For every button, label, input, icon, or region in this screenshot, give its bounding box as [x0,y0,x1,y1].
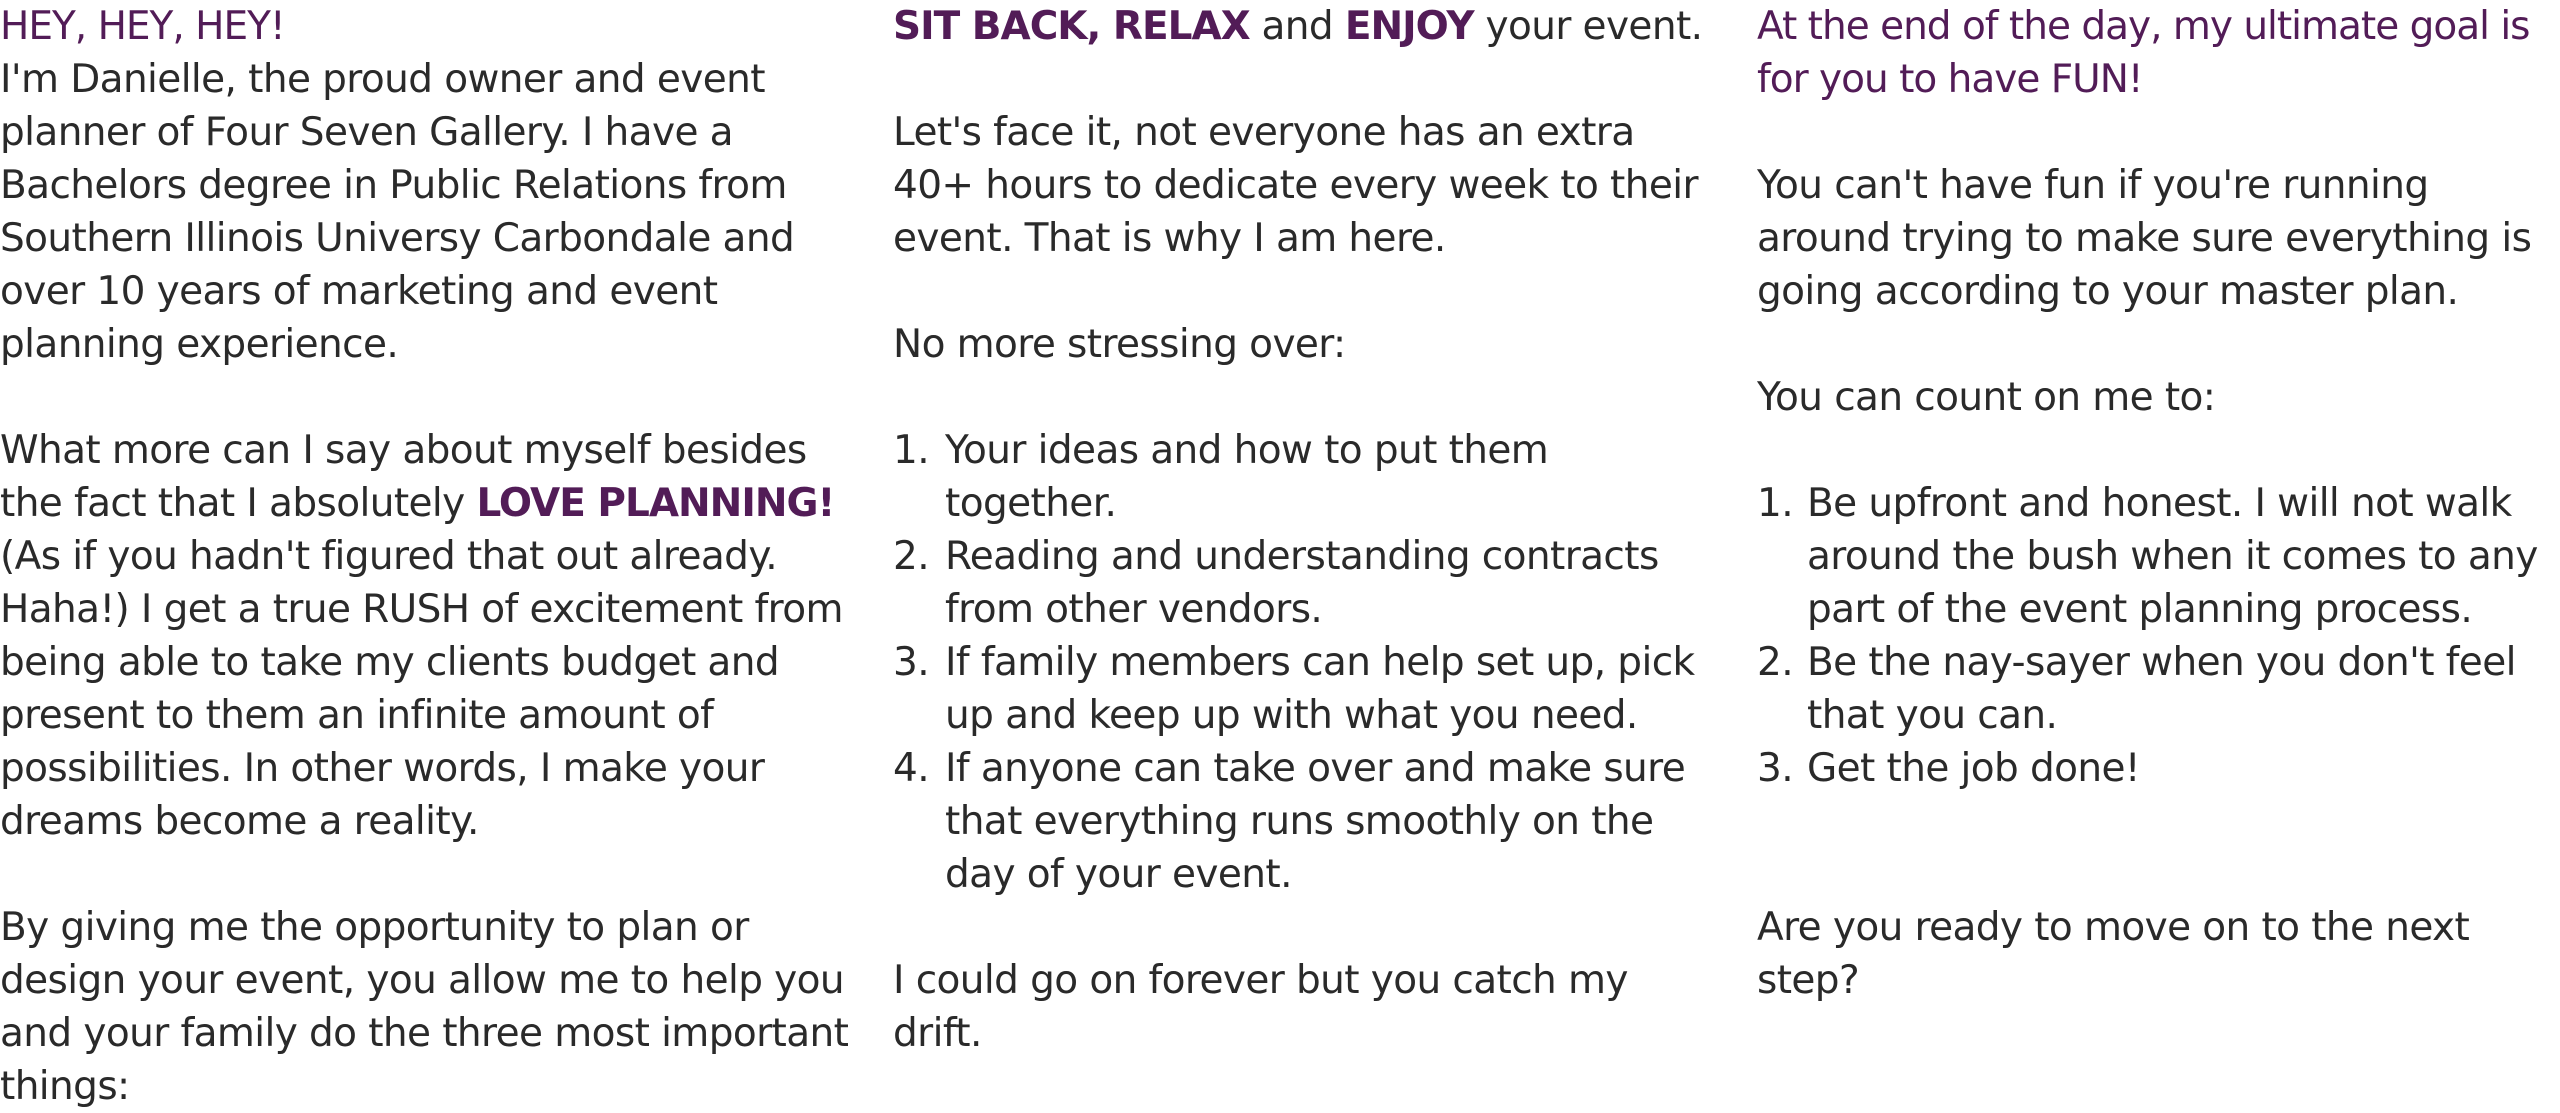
list-item [1757,742,2557,795]
count-on-me-intro: You can count on me to: [1757,375,2216,420]
spacer [1757,848,2557,901]
love-planning-highlight: LOVE PLANNING! [476,481,835,526]
about-column [0,0,850,1113]
list-item [893,636,1723,742]
relax-intro-paragraph: Let's face it, not everyone has an extra 40+ hours to dedicate every week to their event. That is why I am here. [893,110,1698,261]
stress-list [893,424,1723,901]
spacer [893,371,1723,424]
fun-column [1757,0,2557,1007]
list-item-text: Get the job done! [1807,746,2140,791]
list-number: 3. [1757,746,1794,791]
spacer [893,265,1723,318]
passion-text-start: What more can I say about myself besides the fact that I absolutely [0,428,807,526]
fun-heading: At the end of the day, my ultimate goal is for you to have FUN! [1757,4,2530,102]
heading-and-text: and [1249,4,1345,49]
spacer [1757,795,2557,848]
list-item-text: If family members can help set up, pick up and keep up with what you need. [945,640,1695,738]
list-item [893,742,1723,901]
list-item [893,530,1723,636]
enjoy-text: ENJOY [1344,4,1474,49]
list-number: 4. [893,746,930,791]
passion-text-end: (As if you hadn't figured that out already. Haha!) I get a true RUSH of excitement from being able to take my clients budget and present to them an infinite amount of possibilities. In other words, I make your dreams become a reality. [0,534,843,844]
heading-your-event-text: your event. [1473,4,1703,49]
list-item [1757,636,2557,742]
spacer [893,901,1723,954]
relax-column [893,0,1723,1060]
list-number: 1. [893,428,930,473]
about-passion-paragraph [0,424,850,848]
list-item-text: If anyone can take over and make sure that everything runs smoothly on the day of your event. [945,746,1686,897]
spacer [0,371,850,424]
sit-back-relax-text: SIT BACK, RELAX [893,4,1250,49]
list-number: 1. [1757,481,1794,526]
about-heading: HEY, HEY, HEY! [0,4,285,49]
list-item [893,424,1723,530]
relax-closing: I could go on forever but you catch my drift. [893,958,1628,1056]
spacer [1757,424,2557,477]
about-intro-paragraph: I'm Danielle, the proud owner and event planner of Four Seven Gallery. I have a Bachelors degree in Public Relations from Southern Illinois Universy Carbondale and over 10 years of marketing and event planning experience. [0,57,795,367]
list-number: 2. [893,534,930,579]
spacer [0,848,850,901]
spacer [893,53,1723,106]
list-item [1757,477,2557,636]
list-number: 2. [1757,640,1794,685]
fun-intro-paragraph: You can't have fun if you're running around trying to make sure everything is going according to your master plan. [1757,163,2532,314]
promise-list [1757,477,2557,795]
spacer [1757,106,2557,159]
relax-heading [893,0,1723,53]
list-item-text: Be the nay-sayer when you don't feel that you can. [1807,640,2516,738]
list-number: 3. [893,640,930,685]
list-item-text: Your ideas and how to put them together. [945,428,1549,526]
spacer [1757,318,2557,371]
list-item-text: Be upfront and honest. I will not walk around the bush when it comes to any part of the event planning process. [1807,481,2538,632]
next-step-question: Are you ready to move on to the next step? [1757,905,2470,1003]
about-opportunity-paragraph: By giving me the opportunity to plan or design your event, you allow me to help you and your family do the three most important things: [0,905,849,1109]
stress-list-intro: No more stressing over: [893,322,1346,367]
list-item-text: Reading and understanding contracts from other vendors. [945,534,1659,632]
